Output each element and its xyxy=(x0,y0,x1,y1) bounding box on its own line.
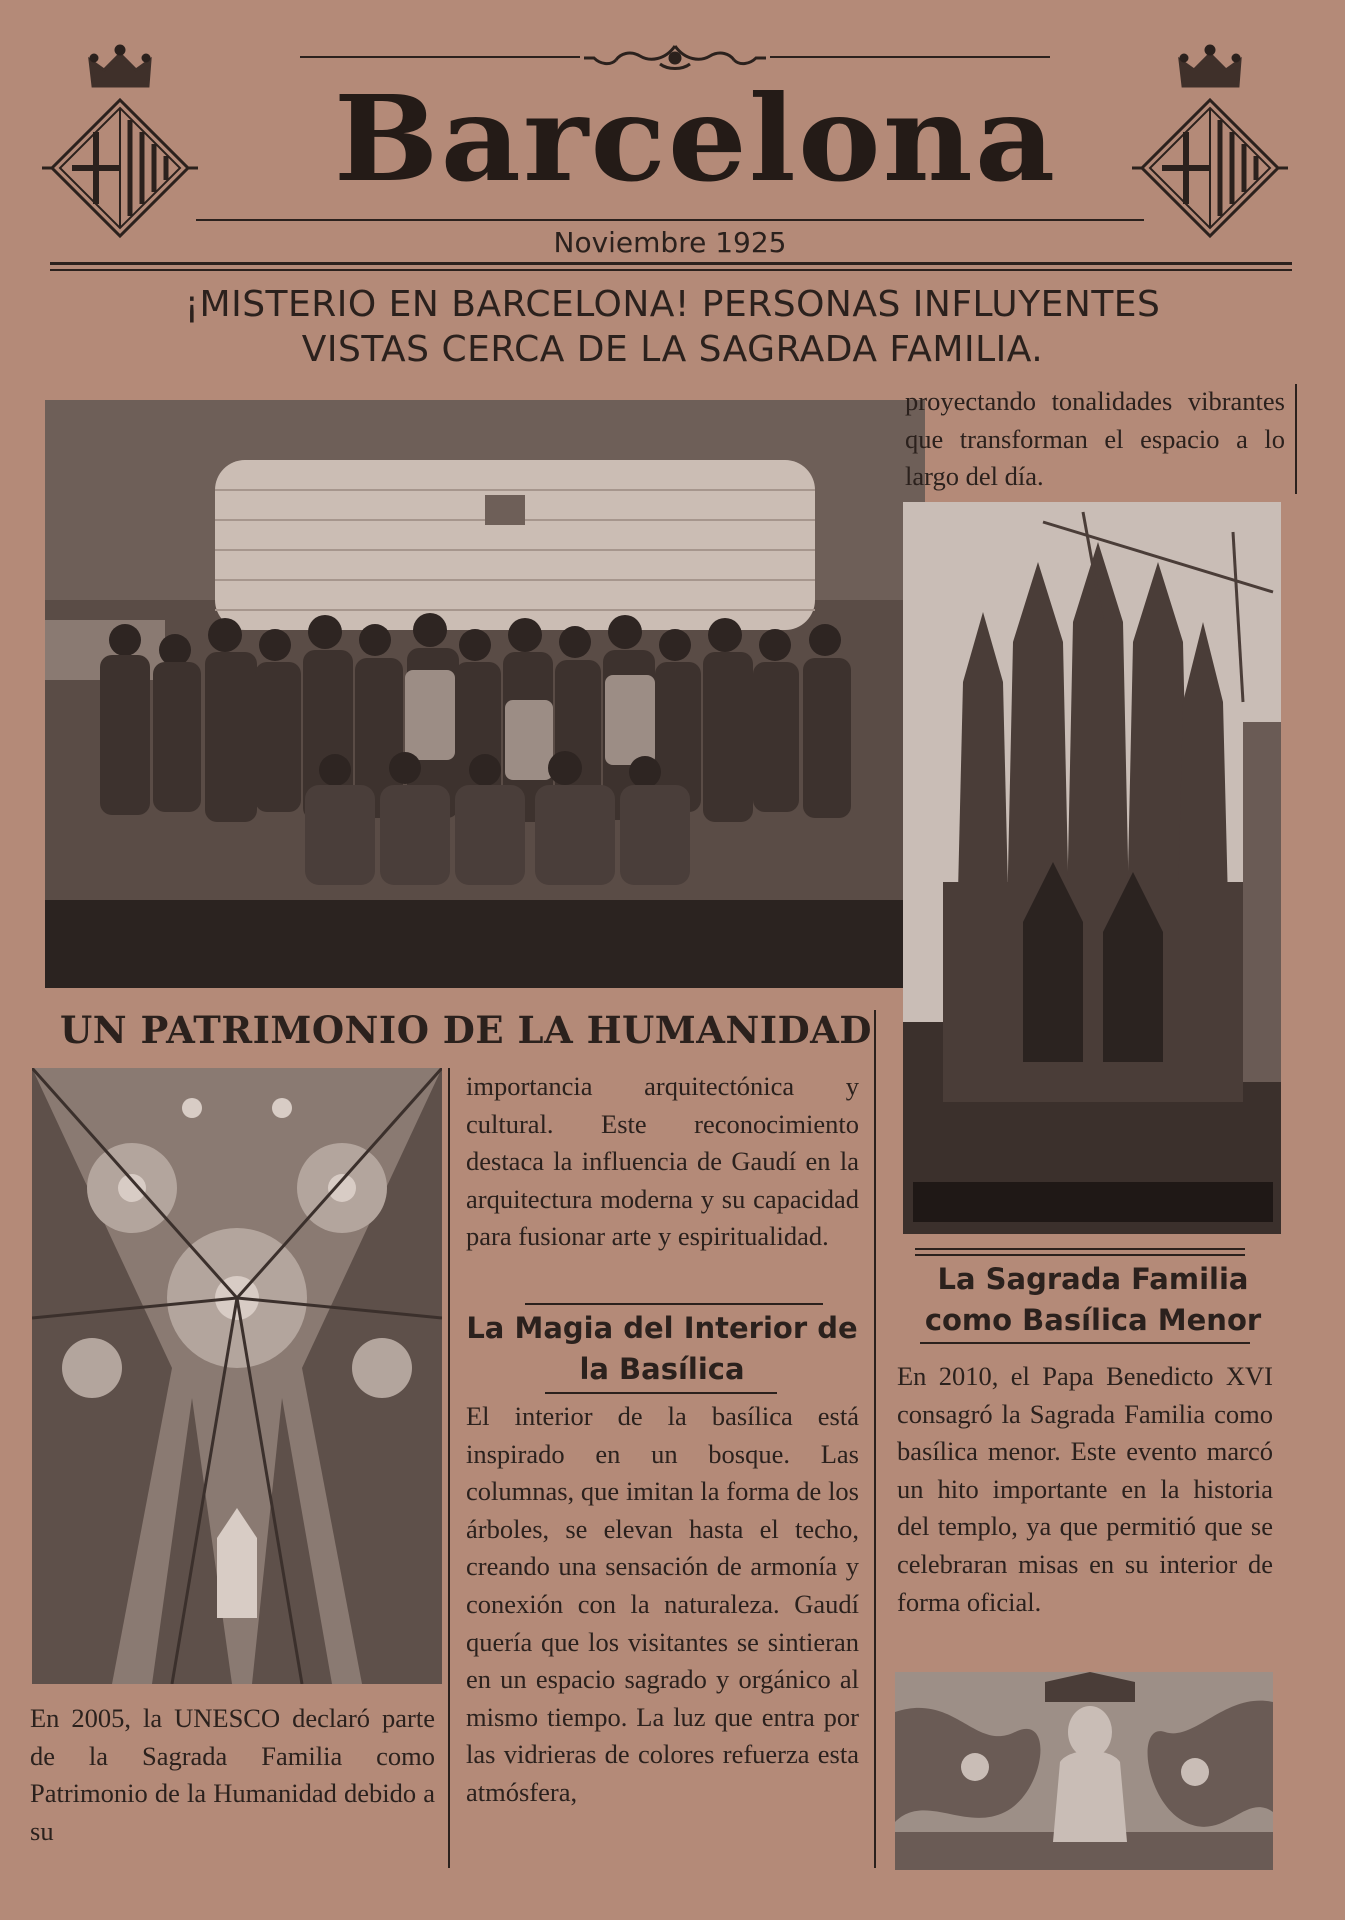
facade-photo xyxy=(903,502,1281,1234)
interior-title: La Magia del Interior de la Basílica xyxy=(466,1311,858,1386)
crest-right-icon xyxy=(1128,28,1293,243)
header-double-rule-bottom xyxy=(50,269,1292,271)
masthead-title: Barcelona xyxy=(333,69,1058,208)
column-divider-left xyxy=(448,1068,450,1868)
headline-line-1: ¡MISTERIO EN BARCELONA! PERSONAS INFLUYENTES xyxy=(184,284,1161,325)
issue-date: Noviembre 1925 xyxy=(553,226,787,259)
crest-left-icon xyxy=(38,28,203,243)
basilica-title-rule-top-2 xyxy=(915,1254,1245,1256)
section-title-patrimonio: UN PATRIMONIO DE LA HUMANIDAD xyxy=(60,1008,872,1052)
headline-line-2: VISTAS CERCA DE LA SAGRADA FAMILIA. xyxy=(301,329,1044,370)
unesco-text: En 2005, la UNESCO declaró parte de la Sagrada Familia como Patrimonio de la Humanidad debido a su xyxy=(30,1703,435,1846)
basilica-title-rule-bottom xyxy=(920,1342,1250,1344)
header-double-rule-top xyxy=(50,262,1292,265)
patrimonio-continued-text: importancia arquitectónica y cultural. Este reconocimiento destaca la influencia de Gaudí en la arquitectura moderna y su capacidad para fusionar arte y espiritualidad. xyxy=(466,1071,859,1252)
column-divider-right-top xyxy=(1295,384,1297,494)
basilica-title-rule-top xyxy=(915,1248,1245,1250)
basilica-title: La Sagrada Familia como Basílica Menor xyxy=(924,1262,1262,1337)
column-divider-middle xyxy=(874,1010,876,1868)
group-photo xyxy=(45,400,925,988)
masthead-top-rule-left xyxy=(300,56,580,58)
basilica-text: En 2010, el Papa Benedicto XVI consagró la Sagrada Familia como basílica menor. Este evento marcó un hito importante en la historia del templo, ya que permitió que se celebraran misas en su interior de forma oficial. xyxy=(897,1361,1273,1617)
ceiling-photo xyxy=(32,1068,442,1684)
interior-title-rule-top xyxy=(525,1303,823,1305)
continued-text: proyectando tonalidades vibrantes que transforman el espacio a lo largo del día. xyxy=(905,386,1285,492)
masthead-rule xyxy=(196,219,1144,221)
interior-title-rule-bottom xyxy=(545,1392,777,1394)
interior-text: El interior de la basílica está inspirado en un bosque. Las columnas, que imitan la forma de los árboles, se elevan hasta el techo, creando una sensación de armonía y conexión con la naturaleza. Gaudí quería que los visitantes se sintieran en un espacio sagrado y orgánico al mismo tiempo. La luz que entra por las vidrieras de colores refuerza esta atmósfera, xyxy=(466,1401,859,1807)
main-headline xyxy=(80,282,1265,372)
masthead-top-rule-right xyxy=(770,56,1050,58)
sculpture-photo xyxy=(895,1672,1273,1870)
